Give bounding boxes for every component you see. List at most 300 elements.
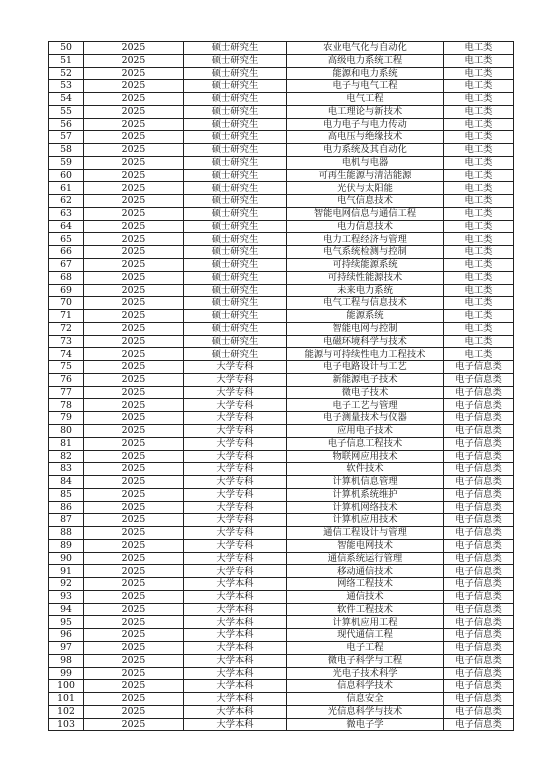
table-row: [49, 284, 514, 297]
year-cell: 2025: [84, 42, 184, 55]
major-name-cell: 电子与电气工程: [287, 80, 444, 93]
table-row: [49, 527, 514, 540]
education-level-cell: 硕士研究生: [184, 220, 287, 233]
row-number: 64: [49, 220, 84, 233]
table-row: [49, 233, 514, 246]
row-number: 77: [49, 386, 84, 399]
education-level-cell: 大学本科: [184, 680, 287, 693]
row-number: 90: [49, 552, 84, 565]
row-number: 91: [49, 565, 84, 578]
year-cell: 2025: [84, 310, 184, 323]
table-row: [49, 259, 514, 272]
table-row: [49, 67, 514, 80]
category-cell: 电子信息类: [444, 565, 514, 578]
year-cell: 2025: [84, 335, 184, 348]
year-cell: 2025: [84, 67, 184, 80]
category-cell: 电子信息类: [444, 361, 514, 374]
category-cell: 电子信息类: [444, 616, 514, 629]
major-name-cell: 可持续能源系统: [287, 259, 444, 272]
row-number: 80: [49, 424, 84, 437]
category-cell: 电子信息类: [444, 629, 514, 642]
row-number: 97: [49, 641, 84, 654]
major-name-cell: 微电子技术: [287, 386, 444, 399]
table-row: [49, 169, 514, 182]
category-cell: 电子信息类: [444, 539, 514, 552]
education-level-cell: 硕士研究生: [184, 144, 287, 157]
table-row: [49, 297, 514, 310]
table-row: [49, 412, 514, 425]
category-cell: 电子信息类: [444, 693, 514, 706]
row-number: 60: [49, 169, 84, 182]
education-level-cell: 硕士研究生: [184, 207, 287, 220]
year-cell: 2025: [84, 93, 184, 106]
table-row: [49, 373, 514, 386]
education-level-cell: 大学专科: [184, 514, 287, 527]
education-level-cell: 大学专科: [184, 437, 287, 450]
table-row: [49, 437, 514, 450]
category-cell: 电子信息类: [444, 501, 514, 514]
category-cell: 电子信息类: [444, 450, 514, 463]
category-cell: 电子信息类: [444, 424, 514, 437]
row-number: 84: [49, 476, 84, 489]
row-number: 74: [49, 348, 84, 361]
row-number: 100: [49, 680, 84, 693]
year-cell: 2025: [84, 603, 184, 616]
row-number: 71: [49, 310, 84, 323]
major-name-cell: 电子电路设计与工艺: [287, 361, 444, 374]
education-level-cell: 硕士研究生: [184, 233, 287, 246]
table-row: [49, 42, 514, 55]
education-level-cell: 大学本科: [184, 616, 287, 629]
education-level-cell: 大学专科: [184, 463, 287, 476]
year-cell: 2025: [84, 552, 184, 565]
category-cell: 电工类: [444, 54, 514, 67]
major-catalog-table: [48, 41, 514, 731]
table-row: [49, 667, 514, 680]
year-cell: 2025: [84, 450, 184, 463]
row-number: 50: [49, 42, 84, 55]
education-level-cell: 硕士研究生: [184, 271, 287, 284]
year-cell: 2025: [84, 259, 184, 272]
table-row: [49, 310, 514, 323]
major-name-cell: 新能源电子技术: [287, 373, 444, 386]
education-level-cell: 大学专科: [184, 450, 287, 463]
row-number: 72: [49, 322, 84, 335]
year-cell: 2025: [84, 144, 184, 157]
year-cell: 2025: [84, 527, 184, 540]
category-cell: 电子信息类: [444, 552, 514, 565]
category-cell: 电子信息类: [444, 667, 514, 680]
major-name-cell: 现代通信工程: [287, 629, 444, 642]
row-number: 89: [49, 539, 84, 552]
category-cell: 电工类: [444, 259, 514, 272]
education-level-cell: 硕士研究生: [184, 259, 287, 272]
major-name-cell: 电气工程: [287, 93, 444, 106]
table-row: [49, 144, 514, 157]
education-level-cell: 硕士研究生: [184, 131, 287, 144]
category-cell: 电子信息类: [444, 654, 514, 667]
major-name-cell: 电子信息工程技术: [287, 437, 444, 450]
year-cell: 2025: [84, 207, 184, 220]
row-number: 70: [49, 297, 84, 310]
major-name-cell: 光信息科学与技术: [287, 705, 444, 718]
row-number: 88: [49, 527, 84, 540]
major-name-cell: 计算机系统维护: [287, 488, 444, 501]
major-name-cell: 电子工艺与管理: [287, 399, 444, 412]
year-cell: 2025: [84, 488, 184, 501]
category-cell: 电子信息类: [444, 514, 514, 527]
category-cell: 电子信息类: [444, 386, 514, 399]
category-cell: 电子信息类: [444, 590, 514, 603]
table-row: [49, 399, 514, 412]
category-cell: 电子信息类: [444, 399, 514, 412]
education-level-cell: 大学专科: [184, 488, 287, 501]
major-name-cell: 软件技术: [287, 463, 444, 476]
major-name-cell: 软件工程技术: [287, 603, 444, 616]
row-number: 69: [49, 284, 84, 297]
row-number: 94: [49, 603, 84, 616]
table-row: [49, 246, 514, 259]
table-row: [49, 361, 514, 374]
table-row: [49, 514, 514, 527]
education-level-cell: 大学专科: [184, 373, 287, 386]
major-name-cell: 未来电力系统: [287, 284, 444, 297]
category-cell: 电工类: [444, 246, 514, 259]
row-number: 98: [49, 654, 84, 667]
table-row: [49, 476, 514, 489]
table-row: [49, 207, 514, 220]
table-row: [49, 718, 514, 731]
year-cell: 2025: [84, 705, 184, 718]
category-cell: 电子信息类: [444, 476, 514, 489]
category-cell: 电工类: [444, 195, 514, 208]
category-cell: 电子信息类: [444, 603, 514, 616]
row-number: 93: [49, 590, 84, 603]
year-cell: 2025: [84, 641, 184, 654]
education-level-cell: 硕士研究生: [184, 335, 287, 348]
row-number: 87: [49, 514, 84, 527]
major-name-cell: 电机与电器: [287, 156, 444, 169]
major-name-cell: 高级电力系统工程: [287, 54, 444, 67]
major-name-cell: 计算机应用技术: [287, 514, 444, 527]
year-cell: 2025: [84, 105, 184, 118]
major-name-cell: 电气信息技术: [287, 195, 444, 208]
year-cell: 2025: [84, 578, 184, 591]
year-cell: 2025: [84, 718, 184, 731]
table-row: [49, 578, 514, 591]
row-number: 59: [49, 156, 84, 169]
category-cell: 电子信息类: [444, 641, 514, 654]
table-row: [49, 348, 514, 361]
education-level-cell: 大学本科: [184, 603, 287, 616]
row-number: 96: [49, 629, 84, 642]
year-cell: 2025: [84, 322, 184, 335]
category-cell: 电子信息类: [444, 527, 514, 540]
major-name-cell: 能源和电力系统: [287, 67, 444, 80]
category-cell: 电工类: [444, 80, 514, 93]
education-level-cell: 硕士研究生: [184, 246, 287, 259]
year-cell: 2025: [84, 399, 184, 412]
year-cell: 2025: [84, 424, 184, 437]
education-level-cell: 大学专科: [184, 539, 287, 552]
major-name-cell: 可持续性能源技术: [287, 271, 444, 284]
education-level-cell: 硕士研究生: [184, 169, 287, 182]
major-name-cell: 应用电子技术: [287, 424, 444, 437]
major-name-cell: 微电子科学与工程: [287, 654, 444, 667]
year-cell: 2025: [84, 616, 184, 629]
year-cell: 2025: [84, 654, 184, 667]
row-number: 54: [49, 93, 84, 106]
row-number: 63: [49, 207, 84, 220]
table-row: [49, 603, 514, 616]
education-level-cell: 硕士研究生: [184, 93, 287, 106]
education-level-cell: 硕士研究生: [184, 195, 287, 208]
education-level-cell: 大学专科: [184, 424, 287, 437]
category-cell: 电子信息类: [444, 437, 514, 450]
year-cell: 2025: [84, 233, 184, 246]
education-level-cell: 大学专科: [184, 412, 287, 425]
year-cell: 2025: [84, 501, 184, 514]
row-number: 56: [49, 118, 84, 131]
education-level-cell: 硕士研究生: [184, 80, 287, 93]
year-cell: 2025: [84, 463, 184, 476]
major-name-cell: 农业电气化与自动化: [287, 42, 444, 55]
table-row: [49, 182, 514, 195]
table-row: [49, 93, 514, 106]
row-number: 68: [49, 271, 84, 284]
major-name-cell: 微电子学: [287, 718, 444, 731]
major-name-cell: 电力信息技术: [287, 220, 444, 233]
education-level-cell: 大学专科: [184, 527, 287, 540]
table-row: [49, 654, 514, 667]
table-row: [49, 80, 514, 93]
row-number: 57: [49, 131, 84, 144]
table-row: [49, 54, 514, 67]
major-name-cell: 电子工程: [287, 641, 444, 654]
row-number: 61: [49, 182, 84, 195]
table-row: [49, 118, 514, 131]
major-name-cell: 计算机应用工程: [287, 616, 444, 629]
category-cell: 电工类: [444, 335, 514, 348]
row-number: 101: [49, 693, 84, 706]
education-level-cell: 大学专科: [184, 552, 287, 565]
year-cell: 2025: [84, 220, 184, 233]
year-cell: 2025: [84, 565, 184, 578]
row-number: 79: [49, 412, 84, 425]
row-number: 51: [49, 54, 84, 67]
table-row: [49, 105, 514, 118]
table-row: [49, 424, 514, 437]
table-row: [49, 641, 514, 654]
year-cell: 2025: [84, 131, 184, 144]
year-cell: 2025: [84, 412, 184, 425]
row-number: 55: [49, 105, 84, 118]
major-name-cell: 移动通信技术: [287, 565, 444, 578]
category-cell: 电工类: [444, 220, 514, 233]
table-row: [49, 386, 514, 399]
category-cell: 电工类: [444, 348, 514, 361]
year-cell: 2025: [84, 54, 184, 67]
category-cell: 电子信息类: [444, 412, 514, 425]
row-number: 52: [49, 67, 84, 80]
row-number: 95: [49, 616, 84, 629]
major-name-cell: 电气工程与信息技术: [287, 297, 444, 310]
year-cell: 2025: [84, 118, 184, 131]
education-level-cell: 大学专科: [184, 565, 287, 578]
year-cell: 2025: [84, 590, 184, 603]
year-cell: 2025: [84, 476, 184, 489]
education-level-cell: 大学专科: [184, 361, 287, 374]
year-cell: 2025: [84, 169, 184, 182]
row-number: 103: [49, 718, 84, 731]
major-name-cell: 能源与可持续性电力工程技术: [287, 348, 444, 361]
year-cell: 2025: [84, 514, 184, 527]
row-number: 58: [49, 144, 84, 157]
table-row: [49, 565, 514, 578]
row-number: 83: [49, 463, 84, 476]
category-cell: 电子信息类: [444, 705, 514, 718]
category-cell: 电工类: [444, 271, 514, 284]
education-level-cell: 大学本科: [184, 705, 287, 718]
category-cell: 电工类: [444, 42, 514, 55]
table-row: [49, 156, 514, 169]
major-name-cell: 光电子技术科学: [287, 667, 444, 680]
education-level-cell: 硕士研究生: [184, 42, 287, 55]
major-name-cell: 物联网应用技术: [287, 450, 444, 463]
category-cell: 电工类: [444, 182, 514, 195]
major-name-cell: 光伏与太阳能: [287, 182, 444, 195]
table-row: [49, 463, 514, 476]
major-name-cell: 计算机网络技术: [287, 501, 444, 514]
category-cell: 电工类: [444, 118, 514, 131]
year-cell: 2025: [84, 539, 184, 552]
year-cell: 2025: [84, 195, 184, 208]
category-cell: 电工类: [444, 156, 514, 169]
education-level-cell: 硕士研究生: [184, 322, 287, 335]
year-cell: 2025: [84, 361, 184, 374]
major-name-cell: 智能电网技术: [287, 539, 444, 552]
education-level-cell: 大学专科: [184, 386, 287, 399]
education-level-cell: 大学本科: [184, 667, 287, 680]
education-level-cell: 大学专科: [184, 476, 287, 489]
major-name-cell: 电工理论与新技术: [287, 105, 444, 118]
category-cell: 电子信息类: [444, 488, 514, 501]
table-row: [49, 616, 514, 629]
table-row: [49, 539, 514, 552]
year-cell: 2025: [84, 271, 184, 284]
row-number: 66: [49, 246, 84, 259]
year-cell: 2025: [84, 680, 184, 693]
education-level-cell: 大学本科: [184, 629, 287, 642]
table-row: [49, 131, 514, 144]
major-name-cell: 智能电网信息与通信工程: [287, 207, 444, 220]
education-level-cell: 硕士研究生: [184, 284, 287, 297]
row-number: 53: [49, 80, 84, 93]
major-name-cell: 电力电子与电力传动: [287, 118, 444, 131]
row-number: 85: [49, 488, 84, 501]
major-name-cell: 电力工程经济与管理: [287, 233, 444, 246]
category-cell: 电工类: [444, 284, 514, 297]
year-cell: 2025: [84, 437, 184, 450]
row-number: 78: [49, 399, 84, 412]
education-level-cell: 大学本科: [184, 578, 287, 591]
row-number: 86: [49, 501, 84, 514]
education-level-cell: 大学本科: [184, 718, 287, 731]
category-cell: 电子信息类: [444, 578, 514, 591]
major-name-cell: 电气系统检测与控制: [287, 246, 444, 259]
year-cell: 2025: [84, 182, 184, 195]
table-row: [49, 220, 514, 233]
major-name-cell: 电力系统及其自动化: [287, 144, 444, 157]
table-row: [49, 680, 514, 693]
row-number: 76: [49, 373, 84, 386]
major-name-cell: 通信工程设计与管理: [287, 527, 444, 540]
category-cell: 电工类: [444, 233, 514, 246]
table-row: [49, 450, 514, 463]
year-cell: 2025: [84, 386, 184, 399]
major-name-cell: 网络工程技术: [287, 578, 444, 591]
row-number: 92: [49, 578, 84, 591]
category-cell: 电工类: [444, 322, 514, 335]
category-cell: 电子信息类: [444, 718, 514, 731]
category-cell: 电子信息类: [444, 463, 514, 476]
category-cell: 电子信息类: [444, 373, 514, 386]
year-cell: 2025: [84, 348, 184, 361]
major-name-cell: 信息科学技术: [287, 680, 444, 693]
education-level-cell: 硕士研究生: [184, 105, 287, 118]
table-row: [49, 501, 514, 514]
major-name-cell: 电子测量技术与仪器: [287, 412, 444, 425]
major-name-cell: 电磁环境科学与技术: [287, 335, 444, 348]
table-row: [49, 195, 514, 208]
year-cell: 2025: [84, 297, 184, 310]
row-number: 102: [49, 705, 84, 718]
education-level-cell: 大学本科: [184, 693, 287, 706]
row-number: 65: [49, 233, 84, 246]
education-level-cell: 硕士研究生: [184, 348, 287, 361]
category-cell: 电工类: [444, 67, 514, 80]
major-name-cell: 信息安全: [287, 693, 444, 706]
category-cell: 电工类: [444, 310, 514, 323]
row-number: 99: [49, 667, 84, 680]
year-cell: 2025: [84, 284, 184, 297]
table-row: [49, 693, 514, 706]
education-level-cell: 大学专科: [184, 501, 287, 514]
category-cell: 电工类: [444, 144, 514, 157]
category-cell: 电工类: [444, 207, 514, 220]
year-cell: 2025: [84, 246, 184, 259]
education-level-cell: 硕士研究生: [184, 310, 287, 323]
education-level-cell: 大学本科: [184, 654, 287, 667]
table-row: [49, 705, 514, 718]
year-cell: 2025: [84, 629, 184, 642]
category-cell: 电工类: [444, 297, 514, 310]
education-level-cell: 大学本科: [184, 590, 287, 603]
major-name-cell: 高电压与绝缘技术: [287, 131, 444, 144]
table-row: [49, 322, 514, 335]
table-row: [49, 552, 514, 565]
row-number: 62: [49, 195, 84, 208]
category-cell: 电工类: [444, 131, 514, 144]
row-number: 81: [49, 437, 84, 450]
year-cell: 2025: [84, 667, 184, 680]
table-row: [49, 271, 514, 284]
year-cell: 2025: [84, 156, 184, 169]
education-level-cell: 硕士研究生: [184, 182, 287, 195]
row-number: 75: [49, 361, 84, 374]
table-row: [49, 590, 514, 603]
year-cell: 2025: [84, 693, 184, 706]
